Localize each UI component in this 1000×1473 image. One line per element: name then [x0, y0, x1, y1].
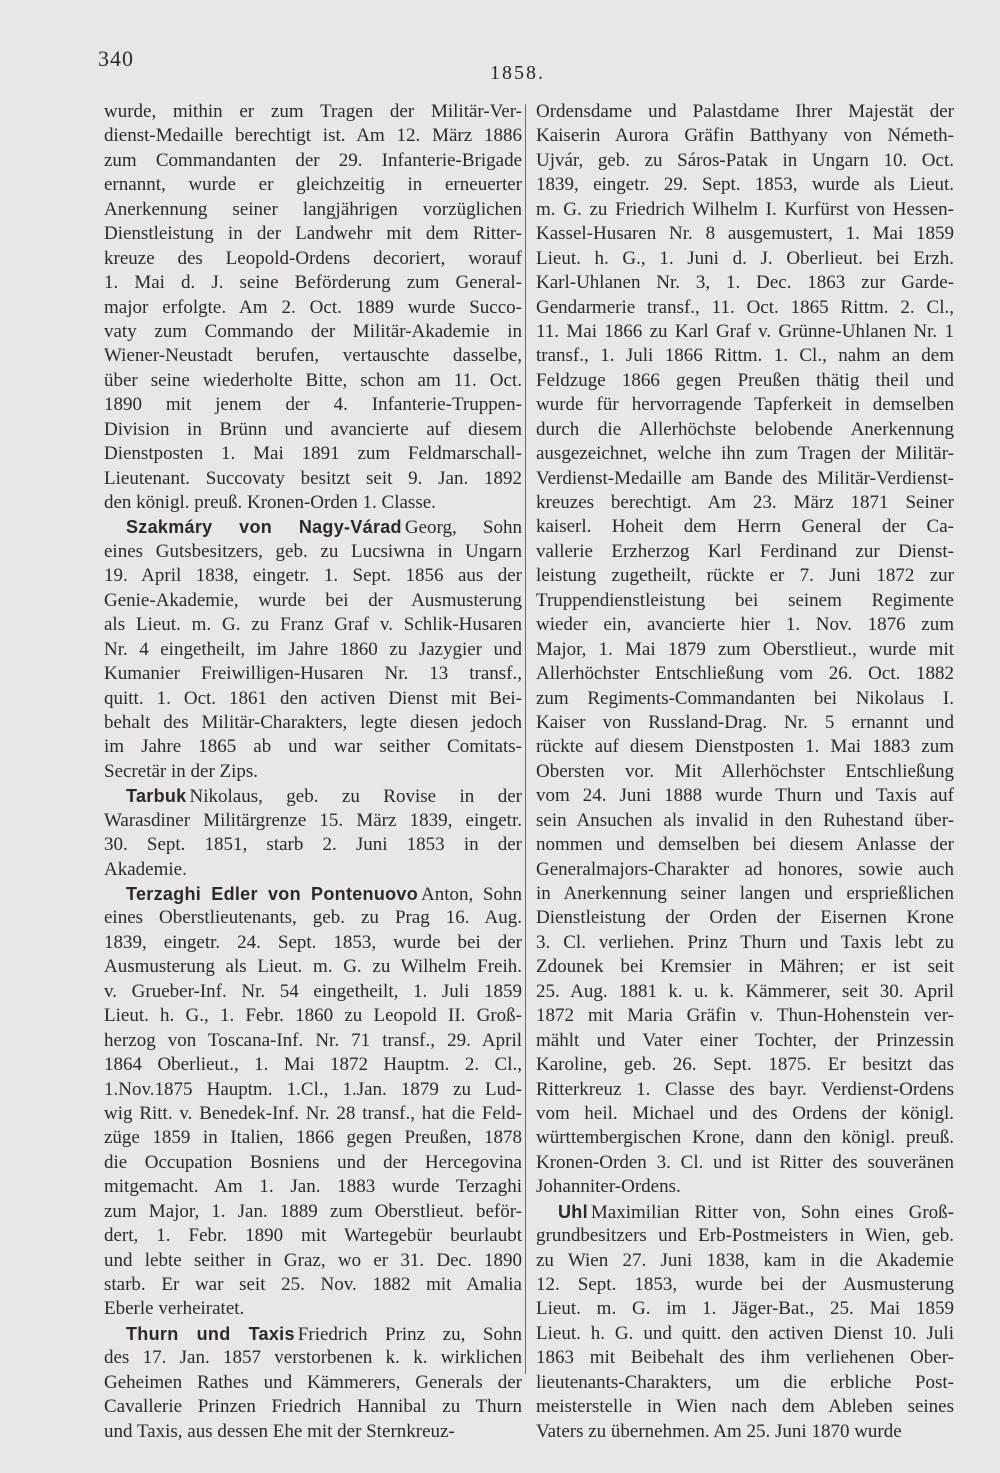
- line-text: Dienstleistung in der Landwehr mit dem Ritter-: [104, 223, 522, 245]
- text-line: [104, 1395, 522, 1419]
- text-line: [104, 1371, 522, 1395]
- line-text: 30. Sept. 1851, starb 2. Juni 1853 in der: [104, 834, 522, 856]
- line-text: Cavallerie Prinzen Friedrich Hannibal zu Thurn: [104, 1396, 522, 1418]
- line-text: zu Wien 27. Juni 1838, kam in die Akademie: [536, 1249, 954, 1271]
- text-line: [536, 931, 954, 955]
- line-text: vom 24. Juni 1888 wurde Thurn und Taxis auf: [536, 785, 954, 807]
- line-text: nommen und demselben bei diesem Anlasse der: [536, 834, 954, 856]
- line-text: Anerkennung seiner langjährigen vorzüglichen: [104, 198, 522, 220]
- line-text: quitt. 1. Oct. 1861 den activen Dienst mit Bei-: [104, 687, 522, 709]
- text-line: [104, 173, 522, 197]
- line-text: Vaters zu übernehmen. Am 25. Juni 1870 wurde: [536, 1420, 902, 1442]
- text-line: [536, 296, 954, 320]
- line-text: Major, 1. Mai 1879 zum Oberstlieut., wurde mit: [536, 638, 954, 660]
- text-line: [104, 247, 522, 271]
- entry-name: Thurn und Taxis: [126, 1323, 295, 1344]
- line-text: den königl. preuß. Kronen-Orden 1. Classe.: [104, 492, 436, 513]
- text-line: [536, 393, 954, 417]
- text-line: [104, 1346, 522, 1370]
- line-text: Verdienst-Medaille am Bande des Militär-Verdienst-: [536, 467, 954, 489]
- text-line: [536, 809, 954, 833]
- line-text: vallerie Erzherzog Karl Ferdinand zur Dienst-: [536, 540, 954, 562]
- text-line: [536, 1395, 954, 1419]
- text-line: [536, 589, 954, 613]
- text-line: [536, 515, 954, 539]
- text-line: [536, 1224, 954, 1248]
- text-line: [536, 760, 954, 784]
- text-line: [536, 491, 954, 515]
- line-text: 25. Aug. 1881 k. u. k. Kämmerer, seit 30. April: [536, 980, 954, 1002]
- text-line: [536, 1346, 954, 1370]
- text-line: [104, 198, 522, 222]
- text-line: [536, 1053, 954, 1077]
- text-line: [104, 809, 522, 833]
- text-line: [104, 858, 522, 882]
- text-line: [536, 906, 954, 930]
- line-text: ernannt, wurde er gleichzeitig in erneuerter: [104, 174, 522, 196]
- line-text: 12. Sept. 1853, wurde bei der Ausmusterung: [536, 1274, 954, 1295]
- line-text: behalt des Militär-Charakters, legte diesen jedoch: [104, 711, 522, 733]
- line-text: und Taxis, aus dessen Ehe mit der Sternkreuz-: [104, 1420, 455, 1442]
- text-line: [536, 149, 954, 173]
- line-text: 1864 Oberlieut., 1. Mai 1872 Hauptm. 2. Cl.,: [104, 1054, 522, 1076]
- line-text: Akademie.: [104, 858, 187, 880]
- text-line: [104, 515, 522, 539]
- line-text: über seine wiederholte Bitte, schon am 11. Oct.: [104, 369, 522, 391]
- line-text: die Occupation Bosniens und der Hercegovina: [104, 1151, 522, 1173]
- text-line: [104, 491, 522, 515]
- line-text: lieutenants-Charakters, um die erbliche Post-: [536, 1371, 954, 1393]
- line-text: wig Ritt. v. Benedek-Inf. Nr. 28 transf., hat die Feld-: [104, 1102, 522, 1124]
- text-line: [536, 833, 954, 857]
- text-line: [536, 784, 954, 808]
- line-text: Ritterkreuz 1. Classe des bayr. Verdienst-Ordens: [536, 1078, 954, 1100]
- line-text: Kaiserin Aurora Gräfin Batthyany von Németh-: [536, 125, 954, 147]
- text-line: [536, 1151, 954, 1175]
- line-text: Geheimen Rathes und Kämmerers, Generals der: [104, 1371, 522, 1393]
- text-line: [536, 1200, 954, 1224]
- text-line: [536, 1126, 954, 1150]
- line-text: Warasdiner Militärgrenze 15. März 1839, eingetr.: [104, 809, 522, 831]
- text-line: [536, 735, 954, 759]
- line-text: mählt und Vater einer Tochter, der Prinzessin: [536, 1029, 954, 1051]
- text-line: [104, 1273, 522, 1297]
- text-line: [536, 418, 954, 442]
- text-line: [536, 320, 954, 344]
- text-line: [536, 1102, 954, 1126]
- text-line: [104, 931, 522, 955]
- line-text: zum Regiments-Commandanten bei Nikolaus I.: [536, 687, 954, 709]
- line-text: m. G. zu Friedrich Wilhelm I. Kurfürst von Hessen-: [536, 198, 954, 220]
- page-year: 1858.: [490, 62, 545, 84]
- entry-name: Uhl: [558, 1201, 588, 1222]
- text-line: [104, 1151, 522, 1175]
- line-text: 1.Nov.1875 Hauptm. 1.Cl., 1.Jan. 1879 zu Lud-: [104, 1078, 522, 1100]
- text-line: [536, 638, 954, 662]
- line-text: leistung zugetheilt, rückte er 7. Juni 1872 zur: [536, 565, 954, 587]
- line-text: 1839, eingetr. 24. Sept. 1853, wurde bei der: [104, 931, 522, 953]
- text-line: [536, 198, 954, 222]
- line-text: württembergischen Krone, dann den königl. preuß.: [536, 1127, 954, 1149]
- text-line: [104, 271, 522, 295]
- line-text: Ujvár, geb. zu Sáros-Patak in Ungarn 10. Oct.: [536, 149, 954, 171]
- entry-name: Terzaghi Edler von Pontenuovo: [126, 884, 419, 904]
- text-line: [104, 100, 522, 124]
- text-line: [104, 1029, 522, 1053]
- line-text: 1863 mit Beibehalt des ihm verliehenen Ober-: [536, 1347, 954, 1369]
- line-text: Kumanier Freiwilligen-Husaren Nr. 13 transf.,: [104, 663, 522, 685]
- text-line: [536, 540, 954, 564]
- text-line: [536, 613, 954, 637]
- text-line: [104, 735, 522, 759]
- line-text: Anton, Sohn: [421, 884, 522, 905]
- line-text: grundbesitzers und Erb-Postmeisters in Wien, geb.: [536, 1225, 954, 1247]
- text-line: [104, 662, 522, 686]
- text-line: [536, 1249, 954, 1273]
- line-text: mitgemacht. Am 1. Jan. 1883 wurde Terzaghi: [104, 1176, 522, 1198]
- text-line: [104, 955, 522, 979]
- line-text: ausgezeichnet, welche ihn zum Tragen der Militär-: [536, 443, 954, 465]
- text-line: [104, 124, 522, 148]
- line-text: in Anerkennung seiner langen und ersprießlichen: [536, 883, 954, 904]
- text-line: [536, 1371, 954, 1395]
- text-line: [104, 882, 522, 906]
- text-line: [536, 344, 954, 368]
- line-text: herzog von Toscana-Inf. Nr. 71 transf., 29. April: [104, 1029, 522, 1051]
- line-text: durch die Allerhöchste belobende Anerkennung: [536, 418, 954, 440]
- text-line: [104, 369, 522, 393]
- line-text: Johanniter-Ordens.: [536, 1176, 681, 1198]
- text-line: [536, 687, 954, 711]
- line-text: kreuzes berechtigt. Am 23. März 1871 Seiner: [536, 492, 954, 513]
- text-line: [536, 369, 954, 393]
- line-text: v. Grueber-Inf. Nr. 54 eingetheilt, 1. Juli 1859: [104, 980, 522, 1002]
- column-divider: [525, 104, 526, 1374]
- line-text: Allerhöchster Entschließung vom 26. Oct. 1882: [536, 663, 954, 685]
- line-text: Maximilian Ritter von, Sohn eines Groß-: [590, 1201, 954, 1223]
- text-line: [104, 222, 522, 246]
- right-column: [536, 100, 954, 1444]
- line-text: meisterstelle in Wien nach dem Ableben seines: [536, 1396, 954, 1418]
- text-line: [536, 442, 954, 466]
- text-line: [104, 467, 522, 491]
- line-text: Feldzuge 1866 gegen Preußen thätig theil und: [536, 369, 954, 391]
- text-line: [104, 540, 522, 564]
- text-line: [536, 1273, 954, 1297]
- text-line: [104, 613, 522, 637]
- entry-name: Szakmáry von Nagy-Várad: [126, 517, 402, 538]
- text-line: [536, 1322, 954, 1346]
- text-line: [536, 247, 954, 271]
- text-line: [536, 271, 954, 295]
- line-text: Generalmajors-Charakter ad honores, sowie auch: [536, 858, 954, 880]
- line-text: Friedrich Prinz zu, Sohn: [297, 1323, 522, 1345]
- text-line: [104, 1078, 522, 1102]
- text-line: [104, 1420, 522, 1444]
- line-text: vaty zum Commando der Militär-Akademie in: [104, 320, 522, 342]
- line-text: wieder ein, avancierte hier 1. Nov. 1876 zum: [536, 614, 954, 636]
- text-line: [104, 320, 522, 344]
- text-line: [104, 1249, 522, 1273]
- line-text: dienst-Medaille berechtigt ist. Am 12. März 1886: [104, 125, 522, 147]
- line-text: major erfolgte. Am 2. Oct. 1889 wurde Succo-: [104, 296, 522, 318]
- text-line: [104, 418, 522, 442]
- text-line: [104, 638, 522, 662]
- text-line: [104, 393, 522, 417]
- line-text: Lieut. h. G., 1. Juni d. J. Oberlieut. bei Erzh.: [536, 247, 954, 269]
- line-text: rückte auf diesem Dienstposten 1. Mai 1883 zum: [536, 736, 954, 758]
- line-text: Nr. 4 eingetheilt, im Jahre 1860 zu Jazygier und: [104, 638, 522, 660]
- line-text: Division in Brünn und avancierte auf diesem: [104, 418, 522, 440]
- text-line: [536, 662, 954, 686]
- text-line: [104, 344, 522, 368]
- line-text: Secretär in der Zips.: [104, 760, 259, 782]
- line-text: wurde, mithin er zum Tragen der Militär-Ver-: [104, 101, 522, 122]
- page-number: 340: [98, 46, 134, 71]
- text-line: [536, 564, 954, 588]
- line-text: eines Gutsbesitzers, geb. zu Lucsiwna in Ungarn: [104, 540, 522, 562]
- line-text: Wiener-Neustadt berufen, vertauschte dasselbe,: [104, 345, 522, 367]
- text-line: [104, 833, 522, 857]
- line-text: Genie-Akademie, wurde bei der Ausmusterung: [104, 589, 522, 611]
- line-text: 1. Mai d. J. seine Beförderung zum General-: [104, 272, 522, 294]
- text-line: [536, 124, 954, 148]
- line-text: Lieutenant. Succovaty besitzt seit 9. Jan. 1892: [104, 467, 522, 489]
- text-line: [104, 589, 522, 613]
- line-text: Truppendienstleistung bei seinem Regimente: [536, 589, 954, 611]
- line-text: im Jahre 1865 ab und war seither Comitats-: [104, 736, 522, 758]
- text-line: [104, 564, 522, 588]
- line-text: Obersten vor. Mit Allerhöchster Entschließung: [536, 760, 954, 782]
- text-line: [104, 1053, 522, 1077]
- line-text: Ausmusterung als Lieut. m. G. zu Wilhelm Freih.: [104, 956, 522, 978]
- text-line: [104, 1175, 522, 1199]
- line-text: kaiserl. Hoheit dem Herrn General der Ca-: [536, 516, 954, 538]
- text-line: [536, 1029, 954, 1053]
- line-text: als Lieut. m. G. zu Franz Graf v. Schlik-Husaren: [104, 614, 522, 636]
- line-text: Kaiser von Russland-Drag. Nr. 5 ernannt und: [536, 711, 954, 733]
- text-line: [536, 100, 954, 124]
- line-text: Georg, Sohn: [404, 517, 522, 539]
- line-text: kreuze des Leopold-Ordens decoriert, worauf: [104, 247, 522, 269]
- line-text: des 17. Jan. 1857 verstorbenen k. k. wirklichen: [104, 1347, 522, 1369]
- line-text: Kassel-Husaren Nr. 8 ausgemustert, 1. Mai 1859: [536, 223, 954, 245]
- line-text: Nikolaus, geb. zu Rovise in der: [189, 786, 522, 808]
- line-text: und lebte seither in Graz, wo er 31. Dec. 1890: [104, 1249, 522, 1271]
- text-line: [104, 442, 522, 466]
- text-line: [104, 296, 522, 320]
- text-line: [104, 711, 522, 735]
- line-text: transf., 1. Juli 1866 Rittm. 1. Cl., nahm an dem: [536, 345, 954, 367]
- text-line: [104, 760, 522, 784]
- text-line: [536, 1004, 954, 1028]
- text-line: [536, 1078, 954, 1102]
- text-line: [104, 906, 522, 930]
- line-text: Lieut. m. G. im 1. Jäger-Bat., 25. Mai 1859: [536, 1298, 954, 1320]
- line-text: 3. Cl. verliehen. Prinz Thurn und Taxis lebt zu: [536, 931, 954, 953]
- line-text: Dienstposten 1. Mai 1891 zum Feldmarschall-: [104, 443, 522, 465]
- line-text: zum Commandanten der 29. Infanterie-Brigade: [104, 149, 522, 171]
- text-line: [536, 173, 954, 197]
- text-line: [536, 467, 954, 491]
- text-line: [536, 858, 954, 882]
- text-line: [104, 1200, 522, 1224]
- line-text: Lieut. h. G., 1. Febr. 1860 zu Leopold II. Groß-: [104, 1005, 522, 1027]
- line-text: Gendarmerie transf., 11. Oct. 1865 Rittm. 2. Cl.,: [536, 296, 954, 318]
- text-line: [536, 955, 954, 979]
- line-text: Eberle verheiratet.: [104, 1298, 245, 1320]
- line-text: Kronen-Orden 3. Cl. und ist Ritter des souveränen: [536, 1151, 954, 1173]
- line-text: vom heil. Michael und des Ordens der königl.: [536, 1102, 954, 1124]
- text-line: [104, 1102, 522, 1126]
- line-text: Dienstleistung der Orden der Eisernen Krone: [536, 907, 954, 929]
- line-text: Karoline, geb. 26. Sept. 1875. Er besitzt das: [536, 1054, 954, 1076]
- line-text: züge 1859 in Italien, 1866 gegen Preußen, 1878: [104, 1127, 522, 1149]
- entry-name: Tarbuk: [126, 786, 187, 807]
- text-line: [104, 149, 522, 173]
- text-line: [536, 980, 954, 1004]
- line-text: 1872 mit Maria Gräfin v. Thun-Hohenstein ver-: [536, 1005, 954, 1027]
- text-line: [104, 1297, 522, 1321]
- line-text: zum Major, 1. Jan. 1889 zum Oberstlieut. beför-: [104, 1200, 522, 1222]
- line-text: starb. Er war seit 25. Nov. 1882 mit Amalia: [104, 1274, 522, 1295]
- text-line: [104, 784, 522, 808]
- line-text: dert, 1. Febr. 1890 mit Wartegebür beurlaubt: [104, 1225, 522, 1247]
- text-line: [104, 1004, 522, 1028]
- line-text: 1839, eingetr. 29. Sept. 1853, wurde als Lieut.: [536, 174, 954, 196]
- line-text: sein Ansuchen als invalid in den Ruhestand über-: [536, 809, 954, 831]
- text-line: [536, 882, 954, 906]
- text-line: [104, 980, 522, 1004]
- line-text: Karl-Uhlanen Nr. 3, 1. Dec. 1863 zur Garde-: [536, 272, 954, 294]
- line-text: wurde für hervorragende Tapferkeit in demselben: [536, 394, 954, 416]
- text-line: [536, 1297, 954, 1321]
- line-text: 11. Mai 1866 zu Karl Graf v. Grünne-Uhlanen Nr. 1: [536, 320, 954, 342]
- text-line: [104, 1126, 522, 1150]
- line-text: 19. April 1838, eingetr. 1. Sept. 1856 aus der: [104, 565, 522, 587]
- text-line: [104, 1322, 522, 1346]
- line-text: Zdounek bei Kremsier in Mähren; er ist seit: [536, 956, 954, 978]
- text-line: [536, 1175, 954, 1199]
- line-text: Lieut. h. G. und quitt. den activen Dienst 10. Juli: [536, 1322, 954, 1344]
- line-text: eines Oberstlieutenants, geb. zu Prag 16. Aug.: [104, 907, 522, 929]
- text-line: [536, 1420, 954, 1444]
- line-text: Ordensdame und Palastdame Ihrer Majestät der: [536, 101, 954, 122]
- text-line: [536, 711, 954, 735]
- left-column: [104, 100, 522, 1444]
- line-text: 1890 mit jenem der 4. Infanterie-Truppen-: [104, 394, 522, 416]
- text-line: [104, 1224, 522, 1248]
- text-line: [104, 687, 522, 711]
- text-line: [536, 222, 954, 246]
